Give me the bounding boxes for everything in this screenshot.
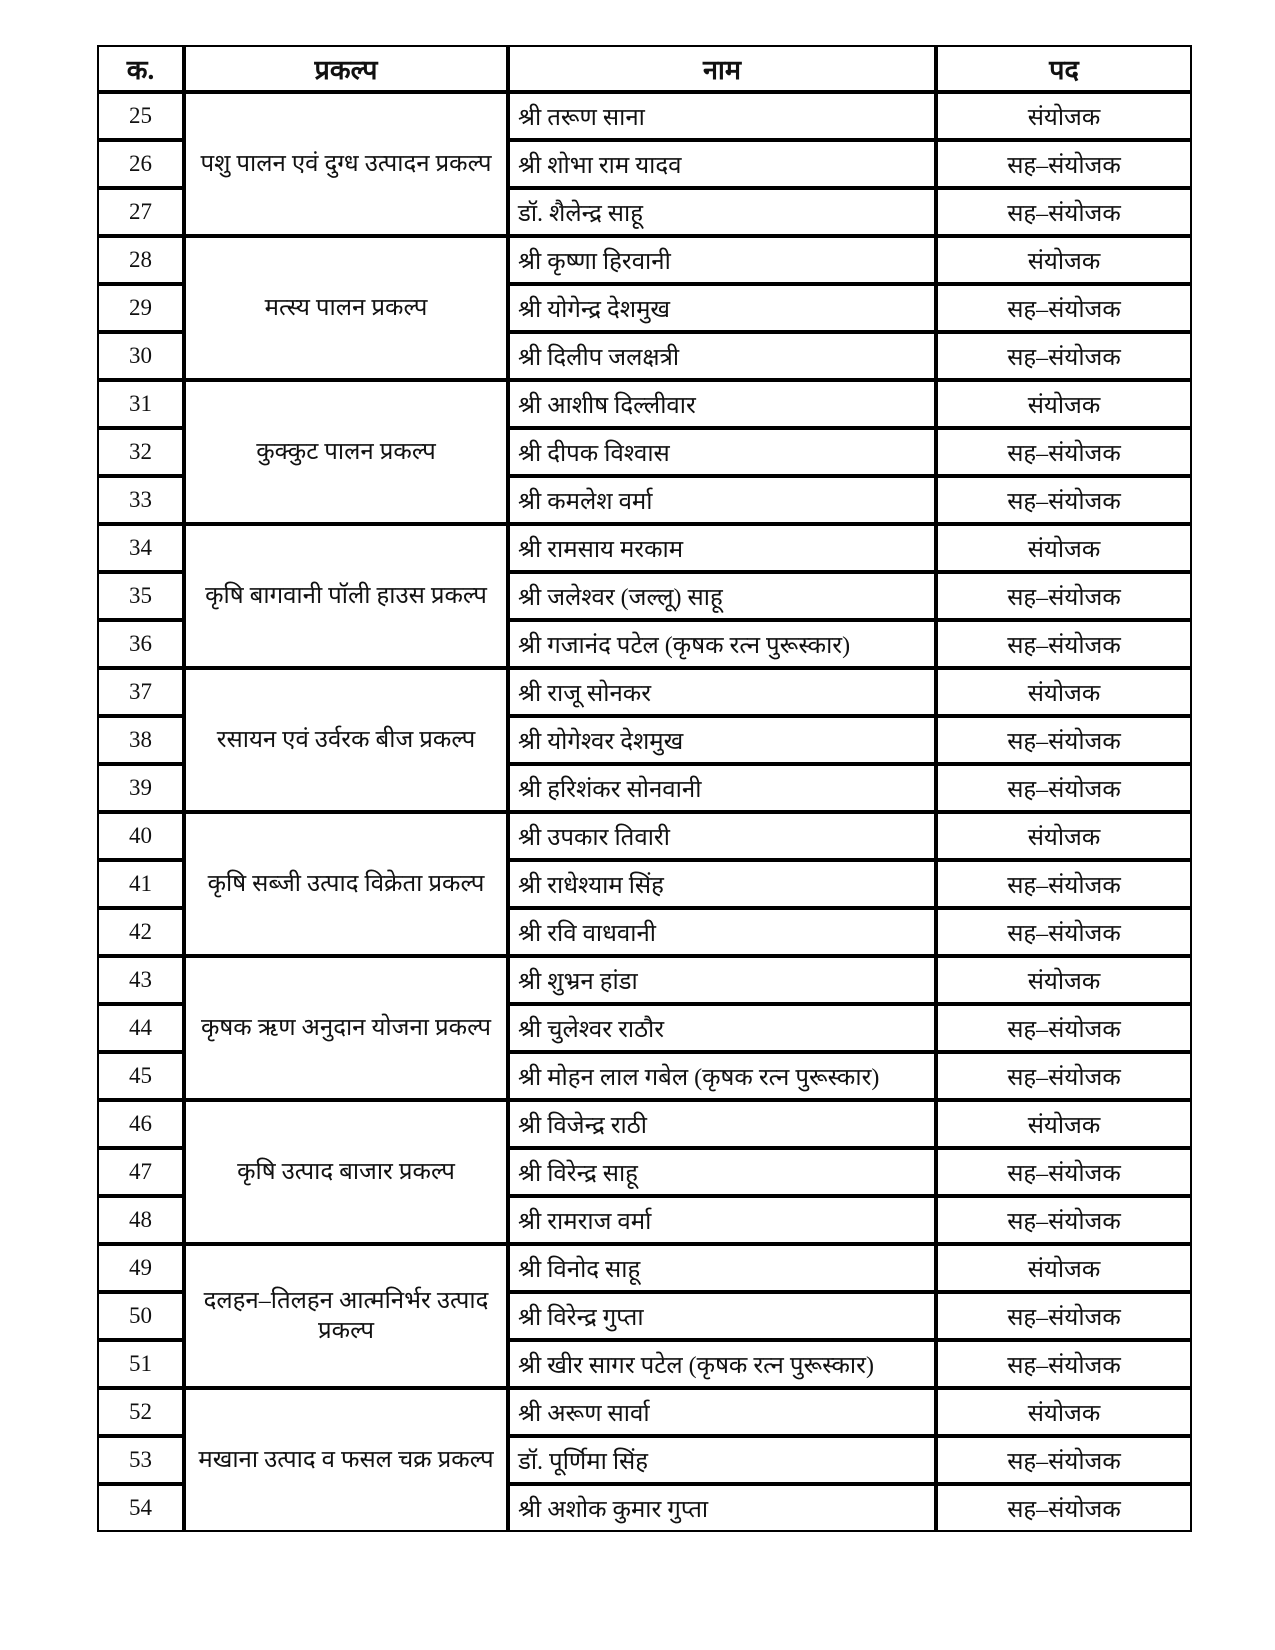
serial-number-cell: 32 (97, 428, 184, 476)
column-header-project: प्रकल्प (184, 45, 508, 92)
serial-number-cell: 44 (97, 1004, 184, 1052)
position-cell: सह–संयोजक (936, 620, 1192, 668)
position-cell: संयोजक (936, 1244, 1192, 1292)
position-cell: संयोजक (936, 1388, 1192, 1436)
member-name-cell: श्री रामराज वर्मा (508, 1196, 936, 1244)
serial-number-cell: 40 (97, 812, 184, 860)
serial-number-cell: 47 (97, 1148, 184, 1196)
project-cell: पशु पालन एवं दुग्ध उत्पादन प्रकल्प (184, 92, 508, 236)
position-cell: संयोजक (936, 524, 1192, 572)
project-cell: मत्स्य पालन प्रकल्प (184, 236, 508, 380)
position-cell: सह–संयोजक (936, 140, 1192, 188)
serial-number-cell: 46 (97, 1100, 184, 1148)
position-cell: सह–संयोजक (936, 188, 1192, 236)
member-name-cell: श्री योगेन्द्र देशमुख (508, 284, 936, 332)
member-name-cell: श्री तरूण साना (508, 92, 936, 140)
member-name-cell: डॉ. शैलेन्द्र साहू (508, 188, 936, 236)
serial-number-cell: 37 (97, 668, 184, 716)
project-roster-table (97, 45, 1192, 1532)
serial-number-cell: 52 (97, 1388, 184, 1436)
member-name-cell: श्री शोभा राम यादव (508, 140, 936, 188)
serial-number-cell: 27 (97, 188, 184, 236)
table-row (97, 956, 1192, 1004)
member-name-cell: श्री दिलीप जलक्षत्री (508, 332, 936, 380)
position-cell: सह–संयोजक (936, 284, 1192, 332)
member-name-cell: श्री राजू सोनकर (508, 668, 936, 716)
position-cell: सह–संयोजक (936, 764, 1192, 812)
member-name-cell: डॉ. पूर्णिमा सिंह (508, 1436, 936, 1484)
member-name-cell: श्री कमलेश वर्मा (508, 476, 936, 524)
member-name-cell: श्री जलेश्वर (जल्लू) साहू (508, 572, 936, 620)
serial-number-cell: 34 (97, 524, 184, 572)
serial-number-cell: 28 (97, 236, 184, 284)
member-name-cell: श्री राधेश्याम सिंह (508, 860, 936, 908)
serial-number-cell: 45 (97, 1052, 184, 1100)
serial-number-cell: 41 (97, 860, 184, 908)
serial-number-cell: 51 (97, 1340, 184, 1388)
position-cell: सह–संयोजक (936, 476, 1192, 524)
serial-number-cell: 54 (97, 1484, 184, 1532)
project-cell: कृषक ऋण अनुदान योजना प्रकल्प (184, 956, 508, 1100)
member-name-cell: श्री योगेश्वर देशमुख (508, 716, 936, 764)
position-cell: सह–संयोजक (936, 332, 1192, 380)
member-name-cell: श्री उपकार तिवारी (508, 812, 936, 860)
position-cell: संयोजक (936, 668, 1192, 716)
project-cell: कृषि सब्जी उत्पाद विक्रेता प्रकल्प (184, 812, 508, 956)
serial-number-cell: 53 (97, 1436, 184, 1484)
member-name-cell: श्री विजेन्द्र राठी (508, 1100, 936, 1148)
column-header-name: नाम (508, 45, 936, 92)
member-name-cell: श्री हरिशंकर सोनवानी (508, 764, 936, 812)
member-name-cell: श्री खीर सागर पटेल (कृषक रत्न पुरूस्कार) (508, 1340, 936, 1388)
table-row (97, 668, 1192, 716)
serial-number-cell: 31 (97, 380, 184, 428)
serial-number-cell: 35 (97, 572, 184, 620)
position-cell: सह–संयोजक (936, 1196, 1192, 1244)
position-cell: सह–संयोजक (936, 572, 1192, 620)
position-cell: सह–संयोजक (936, 716, 1192, 764)
table-row (97, 1244, 1192, 1292)
project-cell: कुक्कुट पालन प्रकल्प (184, 380, 508, 524)
serial-number-cell: 43 (97, 956, 184, 1004)
position-cell: संयोजक (936, 380, 1192, 428)
position-cell: संयोजक (936, 956, 1192, 1004)
table-row (97, 1388, 1192, 1436)
member-name-cell: श्री दीपक विश्वास (508, 428, 936, 476)
serial-number-cell: 39 (97, 764, 184, 812)
member-name-cell: श्री रामसाय मरकाम (508, 524, 936, 572)
member-name-cell: श्री विनोद साहू (508, 1244, 936, 1292)
serial-number-cell: 50 (97, 1292, 184, 1340)
member-name-cell: श्री आशीष दिल्लीवार (508, 380, 936, 428)
position-cell: सह–संयोजक (936, 428, 1192, 476)
project-cell: कृषि उत्पाद बाजार प्रकल्प (184, 1100, 508, 1244)
position-cell: सह–संयोजक (936, 1052, 1192, 1100)
table-row (97, 524, 1192, 572)
member-name-cell: श्री विरेन्द्र गुप्ता (508, 1292, 936, 1340)
serial-number-cell: 26 (97, 140, 184, 188)
serial-number-cell: 29 (97, 284, 184, 332)
table-row (97, 92, 1192, 140)
serial-number-cell: 36 (97, 620, 184, 668)
position-cell: संयोजक (936, 1100, 1192, 1148)
column-header-position: पद (936, 45, 1192, 92)
member-name-cell: श्री गजानंद पटेल (कृषक रत्न पुरूस्कार) (508, 620, 936, 668)
position-cell: सह–संयोजक (936, 1148, 1192, 1196)
project-cell: रसायन एवं उर्वरक बीज प्रकल्प (184, 668, 508, 812)
table-row (97, 1100, 1192, 1148)
position-cell: सह–संयोजक (936, 1292, 1192, 1340)
serial-number-cell: 30 (97, 332, 184, 380)
member-name-cell: श्री कृष्णा हिरवानी (508, 236, 936, 284)
member-name-cell: श्री चुलेश्वर राठौर (508, 1004, 936, 1052)
table-row (97, 380, 1192, 428)
table-header-row (97, 45, 1192, 92)
member-name-cell: श्री रवि वाधवानी (508, 908, 936, 956)
position-cell: संयोजक (936, 236, 1192, 284)
position-cell: सह–संयोजक (936, 860, 1192, 908)
position-cell: संयोजक (936, 812, 1192, 860)
serial-number-cell: 48 (97, 1196, 184, 1244)
member-name-cell: श्री शुभ्रन हांडा (508, 956, 936, 1004)
serial-number-cell: 33 (97, 476, 184, 524)
project-cell: मखाना उत्पाद व फसल चक्र प्रकल्प (184, 1388, 508, 1532)
table-row (97, 236, 1192, 284)
position-cell: सह–संयोजक (936, 1340, 1192, 1388)
position-cell: सह–संयोजक (936, 1004, 1192, 1052)
table-row (97, 812, 1192, 860)
member-name-cell: श्री विरेन्द्र साहू (508, 1148, 936, 1196)
project-cell: दलहन–तिलहन आत्मनिर्भर उत्पाद प्रकल्प (184, 1244, 508, 1388)
position-cell: सह–संयोजक (936, 908, 1192, 956)
position-cell: सह–संयोजक (936, 1436, 1192, 1484)
position-cell: संयोजक (936, 92, 1192, 140)
member-name-cell: श्री अरूण सार्वा (508, 1388, 936, 1436)
serial-number-cell: 49 (97, 1244, 184, 1292)
serial-number-cell: 25 (97, 92, 184, 140)
serial-number-cell: 38 (97, 716, 184, 764)
member-name-cell: श्री मोहन लाल गबेल (कृषक रत्न पुरूस्कार) (508, 1052, 936, 1100)
position-cell: सह–संयोजक (936, 1484, 1192, 1532)
project-cell: कृषि बागवानी पॉली हाउस प्रकल्प (184, 524, 508, 668)
column-header-serial: क. (97, 45, 184, 92)
member-name-cell: श्री अशोक कुमार गुप्ता (508, 1484, 936, 1532)
serial-number-cell: 42 (97, 908, 184, 956)
